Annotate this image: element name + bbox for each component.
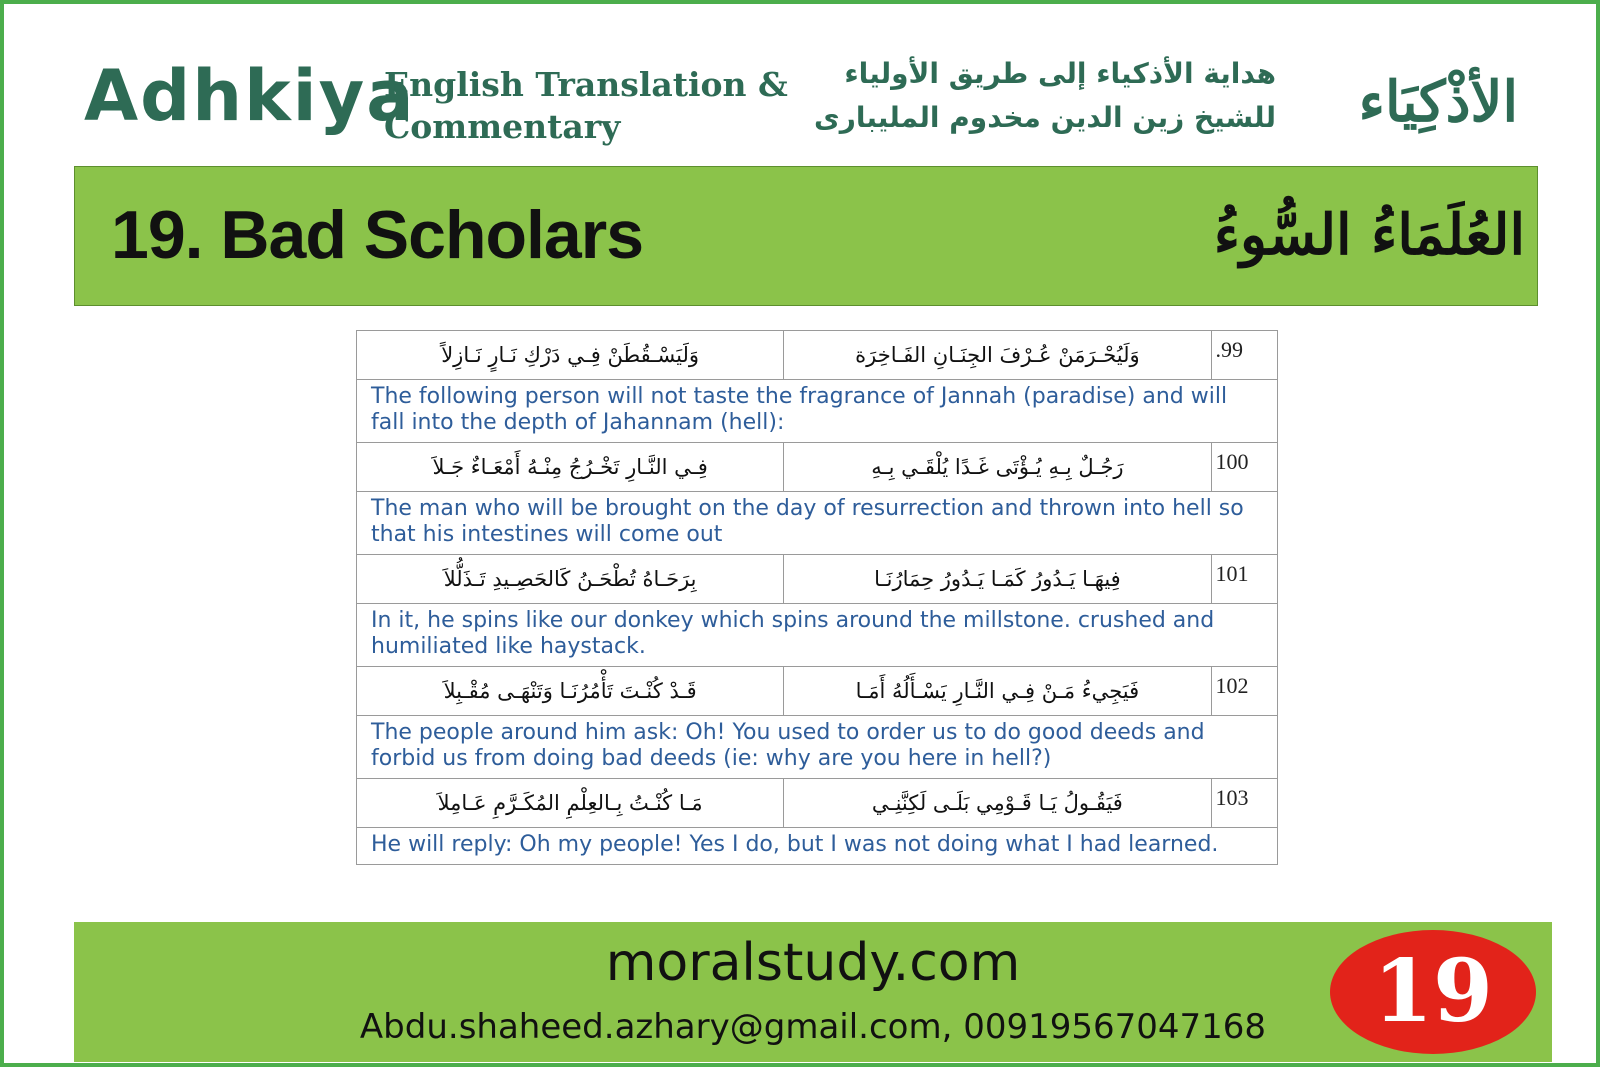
hemistich-right: وَلَيُحْـرَمَنْ عُـرْفَ الجِنَـانِ الفَـاخِرَة xyxy=(784,331,1211,380)
hemistich-right: رَجُـلٌ بِـهِ يُـؤْتَى غَـدًا يُلْقَـي بِـهِ xyxy=(784,443,1211,492)
verses-table xyxy=(356,330,1278,865)
contact-info[interactable]: Abdu.shaheed.azhary@gmail.com, 00919567047168 xyxy=(359,1007,1267,1047)
verse-row xyxy=(357,555,1278,604)
chapter-number-badge xyxy=(1330,930,1536,1054)
website-link[interactable]: moralstudy.com xyxy=(605,933,1021,993)
brand-logo: Adhkiya xyxy=(84,55,416,137)
arabic-book-line-2: للشيخ زين الدين مخدوم المليبارى xyxy=(814,101,1276,134)
hemistich-right: فِيهَـا يَـدُورُ كَمَـا يَـدُورُ حِمَارُنَـا xyxy=(784,555,1211,604)
brand-subtitle xyxy=(384,64,788,148)
arabic-book-title xyxy=(814,52,1276,140)
verse-number: 103 xyxy=(1211,779,1277,828)
verse-number: .99 xyxy=(1211,331,1277,380)
arabic-logo: الأذْكِيَاء xyxy=(1358,69,1518,135)
hemistich-left: وَلَيَسْـقُطَنْ فِـي دَرْكِ نَـارٍ نَـازِلاً xyxy=(357,331,784,380)
verse-translation: The man who will be brought on the day of resurrection and thrown into hell so that his intestines will come out xyxy=(357,492,1278,555)
footer-band xyxy=(74,922,1552,1062)
chapter-title-band xyxy=(74,166,1538,306)
translation-row xyxy=(357,828,1278,865)
hemistich-left: فِـي النَّـارِ تَخْـرُجُ مِنْـهُ أَمْعَـاءٌ جَـلاَ xyxy=(357,443,784,492)
badge-number: 19 xyxy=(1373,941,1493,1042)
verse-row xyxy=(357,667,1278,716)
verse-row xyxy=(357,779,1278,828)
chapter-title-arabic: العُلَمَاءُ السُّوءُ xyxy=(1213,202,1525,268)
verse-number: 102 xyxy=(1211,667,1277,716)
hemistich-right: فَيَجِيءُ مَـنْ فِـي النَّـارِ يَسْـأَلُهُ أَمَـا xyxy=(784,667,1211,716)
verse-translation: The following person will not taste the fragrance of Jannah (paradise) and will fall into the depth of Jahannam (hell): xyxy=(357,380,1278,443)
chapter-title-english: 19. Bad Scholars xyxy=(111,197,644,273)
subtitle-line-2: Commentary xyxy=(384,107,621,146)
verse-row xyxy=(357,443,1278,492)
verse-translation: The people around him ask: Oh! You used to order us to do good deeds and forbid us from doing bad deeds (ie: why are you here in hell?) xyxy=(357,716,1278,779)
verse-row xyxy=(357,331,1278,380)
translation-row xyxy=(357,604,1278,667)
hemistich-left: قَـدْ كُنْـتَ تَأْمُرُنَـا وَتَنْهَـى مُقْـبِلاَ xyxy=(357,667,784,716)
verse-translation: He will reply: Oh my people! Yes I do, but I was not doing what I had learned. xyxy=(357,828,1278,865)
verse-number: 101 xyxy=(1211,555,1277,604)
subtitle-line-1: English Translation & xyxy=(384,65,788,104)
verse-translation: In it, he spins like our donkey which spins around the millstone. crushed and humiliated like haystack. xyxy=(357,604,1278,667)
translation-row xyxy=(357,492,1278,555)
hemistich-left: مَـا كُنْـتُ بِـالعِلْمِ المُكَـرَّمِ عَـامِلاَ xyxy=(357,779,784,828)
translation-row xyxy=(357,716,1278,779)
hemistich-left: بِرَحَـاهُ تُطْحَـنُ كَالحَصِـيدِ تَـذَلُّلاَ xyxy=(357,555,784,604)
arabic-book-line-1: هداية الأذكياء إلى طريق الأولياء xyxy=(844,57,1276,90)
hemistich-right: فَيَقُـولُ يَـا قَـوْمِي بَلَـى لَكِنَّنِـي xyxy=(784,779,1211,828)
verse-number: 100 xyxy=(1211,443,1277,492)
translation-row xyxy=(357,380,1278,443)
